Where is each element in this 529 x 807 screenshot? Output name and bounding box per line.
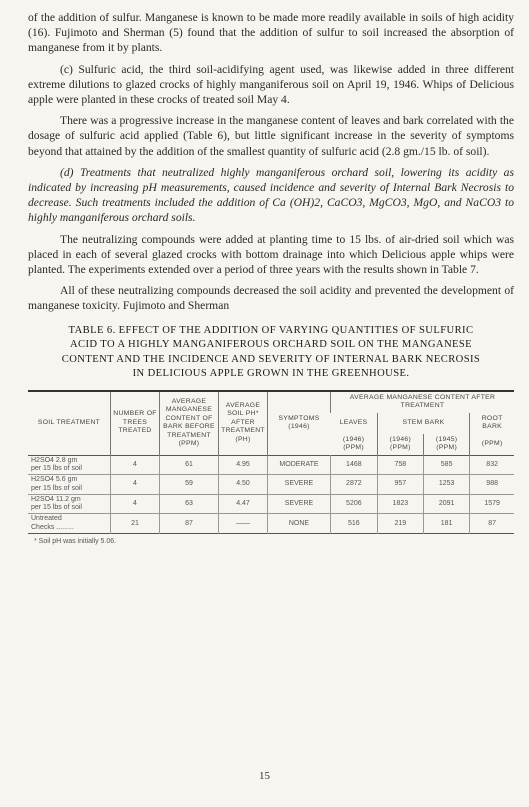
cell-root: 87 [470, 514, 514, 534]
cell-treatment-line: Untreated [31, 515, 62, 523]
cell-treatment-line: per 15 lbs of soil [31, 484, 82, 492]
paragraph-3: There was a progressive increase in the manganese content of leaves and bark correlated with the dosage of sulfuric acid applied (Table 6), but little significant increase in the severity of symptoms beyond that attained by the addition of the smallest quantity of sulfuric acid (2.8 gm./15 lb. of soil). [28, 114, 514, 158]
cell-trees: 4 [111, 455, 160, 475]
cell-treatment-line: per 15 lbs of soil [31, 504, 82, 512]
cell-ph: 4.47 [219, 494, 268, 514]
cell-ph: 4.50 [219, 475, 268, 495]
cell-ph: —— [219, 514, 268, 534]
page-body [28, 10, 514, 545]
paragraph-4: (d) Treatments that neutralized highly manganiferous orchard soil, lowering its acidity as indicated by increasing pH measurements, caused incidence and severity of Internal Bark Necrosis to decrease. Such treatments included the addition of Ca (OH)2, CaCO3, MgCO3, MgO, and NaCO3 to highly manganiferous orchard soils. [28, 165, 514, 225]
cell-treatment-line: per 15 lbs of soil [31, 464, 82, 472]
cell-trees: 4 [111, 494, 160, 514]
cell-stem45: 181 [423, 514, 469, 534]
cell-trees: 21 [111, 514, 160, 534]
header-root-bark: ROOT BARK [470, 413, 514, 434]
cell-root: 832 [470, 455, 514, 475]
cell-stem46: 957 [377, 475, 423, 495]
paragraph-2: (c) Sulfuric acid, the third soil-acidifying agent used, was likewise added in three different extreme dilutions to glazed crocks of highly manganiferous soil on April 19, 1946. Whips of Delicious apple were planted in these crocks of treated soil May 4. [28, 62, 514, 107]
cell-stem45: 585 [423, 455, 469, 475]
cell-symptoms: SEVERE [268, 494, 331, 514]
table-row [28, 455, 514, 475]
cell-before: 63 [160, 494, 219, 514]
cell-leaves: 2872 [331, 475, 378, 495]
cell-root: 988 [470, 475, 514, 495]
table-title [28, 324, 514, 382]
header-symptoms: SYMPTOMS (1946) [268, 391, 331, 456]
header-mn-after: AVERAGE MANGANESE CONTENT AFTER TREATMENT [331, 391, 515, 413]
paragraph-6: All of these neutralizing compounds decreased the soil acidity and prevented the development of manganese toxicity. Fujimoto and Sherman [28, 284, 514, 313]
cell-treatment [28, 475, 111, 495]
paragraph-1: of the addition of sulfur. Manganese is known to be made more readily available in soils of high acidity (16). Fujimoto and Sherman (5) found that the addition of sulfur to soil increased the absorption of manganese from it by plants. [28, 11, 514, 55]
table-footnote: * Soil pH was initially 5.06. [34, 538, 117, 546]
table-title-line: ACID TO A HIGHLY MANGANIFEROUS ORCHARD SOIL ON THE MANGANESE [69, 339, 473, 351]
header-ph: AVERAGE SOIL PH* AFTER TREATMENT (PH) [219, 391, 268, 456]
data-table [28, 390, 514, 534]
cell-treatment [28, 494, 111, 514]
cell-stem45: 2091 [423, 494, 469, 514]
cell-ph: 4.95 [219, 455, 268, 475]
cell-stem46: 1823 [377, 494, 423, 514]
header-treatment: SOIL TREATMENT [37, 418, 101, 426]
cell-leaves: 1468 [331, 455, 378, 475]
header-root-ppm: (PPM) [470, 434, 514, 456]
cell-symptoms: SEVERE [268, 475, 331, 495]
table-title-line: CONTENT AND THE INCIDENCE AND SEVERITY OF INTERNAL BARK NECROSIS [61, 353, 481, 365]
cell-leaves: 516 [331, 514, 378, 534]
cell-treatment [28, 514, 111, 534]
cell-stem46: 219 [377, 514, 423, 534]
table-title-line: TABLE 6. EFFECT OF THE ADDITION OF VARYING QUANTITIES OF SULFURIC [68, 324, 474, 336]
cell-stem45: 1253 [423, 475, 469, 495]
header-trees: NUMBER OF TREES TREATED [111, 391, 160, 456]
cell-treatment-line: H2SO4 5.6 gm [31, 476, 78, 484]
cell-before: 59 [160, 475, 219, 495]
paragraph-5: The neutralizing compounds were added at planting time to 15 lbs. of air-dried soil which was placed in each of several glazed crocks with bottom drainage into which Delicious apple whips were planted. The experiments extended over a period of three years with the results shown in Table 7. [28, 232, 514, 277]
cell-symptoms: MODERATE [268, 455, 331, 475]
header-leaves-1946: (1946) (PPM) [342, 435, 365, 452]
cell-treatment-line: Checks ......... [31, 523, 74, 531]
cell-symptoms: NONE [268, 514, 331, 534]
table-row [28, 494, 514, 514]
header-mn-before: AVERAGE MANGANESE CONTENT OF BARK BEFORE TREATMENT (PPM) [160, 391, 219, 456]
cell-before: 87 [160, 514, 219, 534]
header-stem-1946: (1946) (PPM) [377, 434, 423, 456]
table-title-line: IN DELICIOUS APPLE GROWN IN THE GREENHOUSE. [132, 368, 410, 380]
cell-root: 1579 [470, 494, 514, 514]
header-stem-1945: (1945) (PPM) [423, 434, 469, 456]
header-leaves: LEAVES [339, 418, 368, 426]
cell-treatment-line: H2SO4 2.8 gm [31, 456, 78, 464]
cell-trees: 4 [111, 475, 160, 495]
table-row [28, 475, 514, 495]
header-stem-bark: STEM BARK [377, 413, 470, 434]
cell-before: 61 [160, 455, 219, 475]
cell-treatment [28, 455, 111, 475]
table-row [28, 514, 514, 534]
cell-stem46: 758 [377, 455, 423, 475]
page-number: 15 [259, 770, 270, 782]
cell-treatment-line: H2SO4 11.2 gm [31, 495, 81, 503]
cell-leaves: 5206 [331, 494, 378, 514]
